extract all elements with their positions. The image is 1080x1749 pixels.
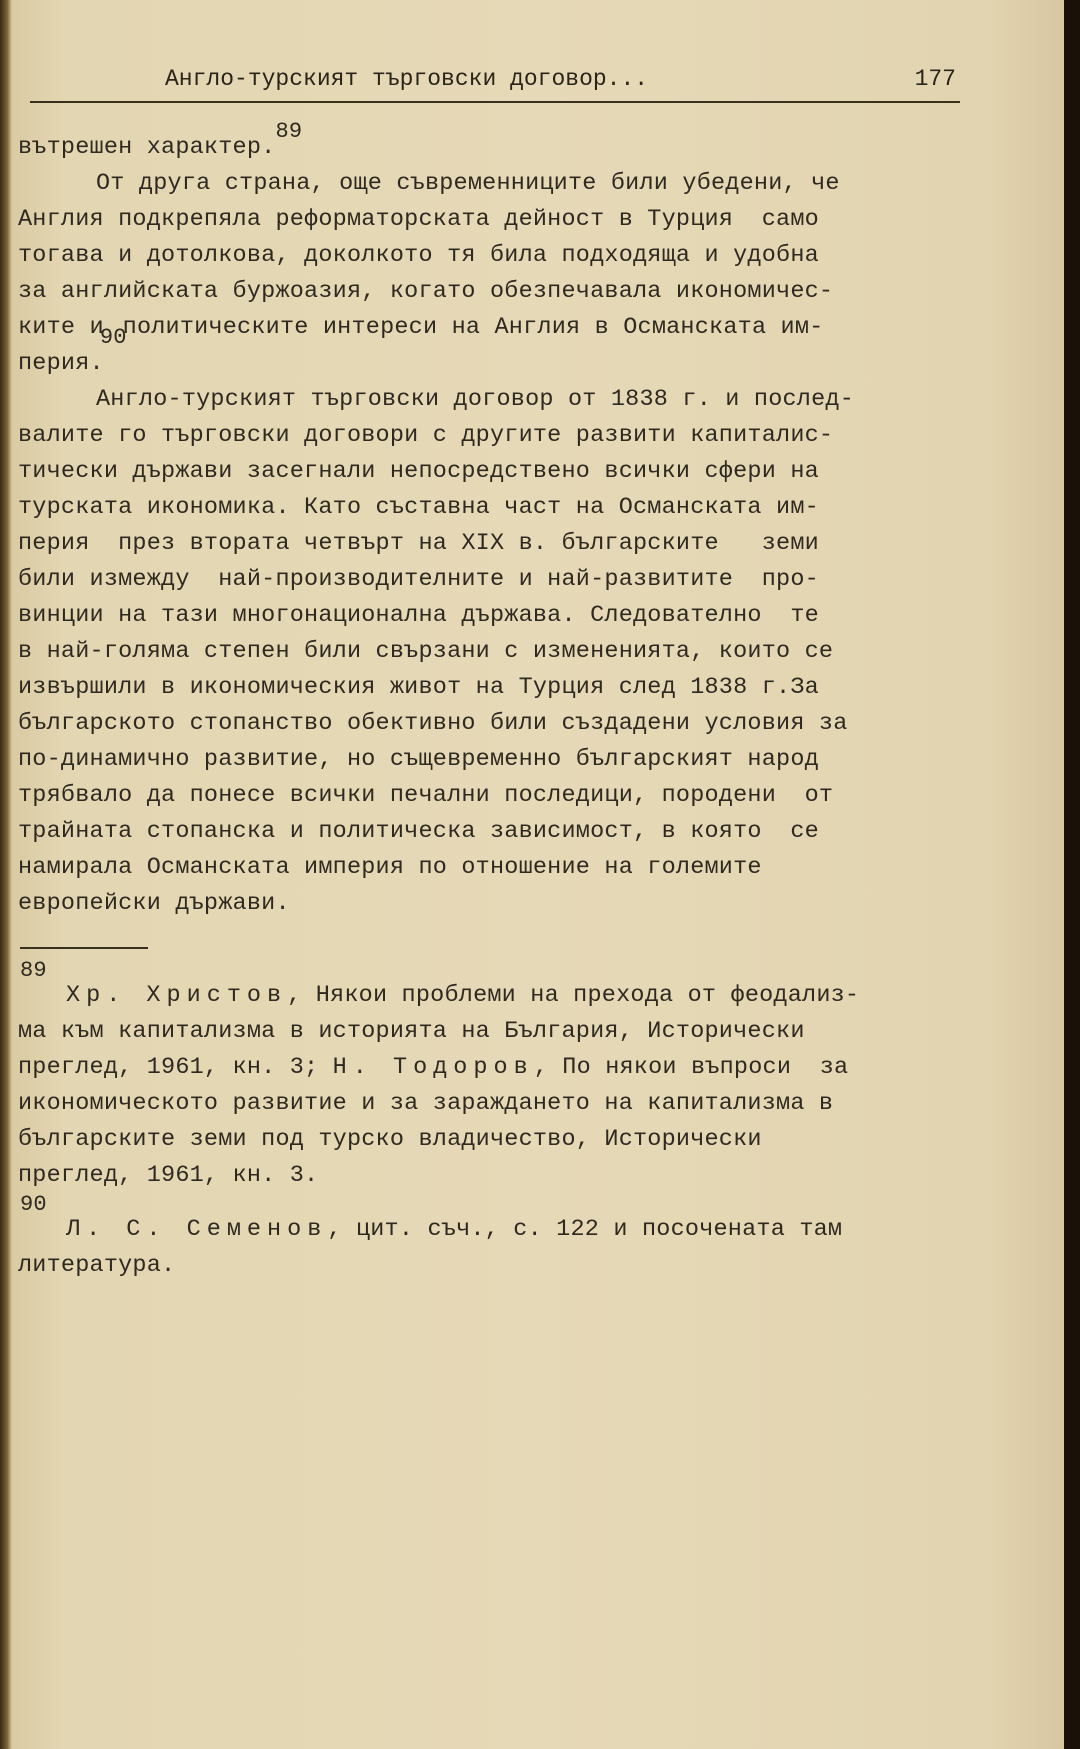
footnote-author: Хр. Христов xyxy=(66,982,288,1009)
text-line: намирала Османската империя по отношение на големите xyxy=(18,854,762,881)
footnote-ref-90: 90 xyxy=(99,325,127,350)
page-spine-shadow xyxy=(0,0,12,1749)
footnote-line: литература. xyxy=(18,1252,176,1279)
text-line: за английската буржоазия, когато обезпечавала икономичес- xyxy=(18,278,834,305)
text-line: европейски държави. xyxy=(18,890,290,917)
footnote-author: Л. С. Семенов xyxy=(66,1216,328,1243)
text-line: извършили в икономическия живот на Турция след 1838 г.За xyxy=(18,674,819,701)
footnote-line: българските земи под турско владичество, Исторически xyxy=(18,1126,762,1153)
text-line: били измежду най-производителните и най-развитите про- xyxy=(18,566,819,593)
text-line: турската икономика. Като съставна част на Османската им- xyxy=(18,494,819,521)
text-line: ките и90политическите интереси на Англия в Османската им- xyxy=(18,314,824,350)
footnote-line: ма към капитализма в историята на България, Исторически xyxy=(18,1018,805,1045)
header-rule xyxy=(30,101,960,103)
text-line: перия през втората четвърт на XIX в. българските земи xyxy=(18,530,819,557)
text-line: българското стопанство обективно били създадени условия за xyxy=(18,710,848,737)
footnote-90 xyxy=(18,1194,958,1284)
text-line: винции на тази многонационална държава. Следователно те xyxy=(18,602,819,629)
text-line: валите го търговски договори с другите развити капиталис- xyxy=(18,422,834,449)
text-line: трябвало да понесе всички печални последици, породени от xyxy=(18,782,834,809)
footnote-number: 90 xyxy=(20,1192,47,1217)
footnote-line: Хр. Христов, Някои проблеми на прехода от феодализ- xyxy=(66,982,860,1009)
text-line: От друга страна, още съвременниците били убедени, че xyxy=(96,170,840,197)
footnote-line: преглед, 1961, кн. 3; Н. Тодоров, По някои въпроси за xyxy=(18,1054,849,1081)
text-line: тогава и дотолкова, доколкото тя била подходяща и удобна xyxy=(18,242,819,269)
text-line: по-динамично развитие, но същевременно българският народ xyxy=(18,746,819,773)
page-header xyxy=(30,62,960,104)
footnote-line: преглед, 1961, кн. 3. xyxy=(18,1162,319,1189)
footnote-line: Л. С. Семенов, цит. съч., с. 122 и посочената там xyxy=(66,1216,843,1243)
text-line: тически държави засегнали непосредствено всички сфери на xyxy=(18,458,819,485)
footnotes xyxy=(18,960,958,1284)
page-right-edge xyxy=(1064,0,1072,1749)
text-line: вътрешен характер.89 xyxy=(18,119,303,161)
running-title: Англо-турският търговски договор... xyxy=(165,66,649,92)
page-number: 177 xyxy=(914,66,956,92)
footnote-89 xyxy=(18,960,958,1194)
footnote-author: Н. Тодоров xyxy=(332,1054,534,1081)
footnote-number: 89 xyxy=(20,958,47,983)
text-line: перия. xyxy=(18,350,104,377)
main-text xyxy=(18,119,958,922)
text-line: Англо-турският търговски договор от 1838 г. и послед- xyxy=(96,386,855,413)
text-line: Англия подкрепяла реформаторската дейност в Турция само xyxy=(18,206,819,233)
text-line: в най-голяма степен били свързани с измененията, които се xyxy=(18,638,834,665)
footnote-ref-89: 89 xyxy=(275,119,303,144)
footnote-separator xyxy=(20,947,148,949)
footnote-line: икономическото развитие и за зараждането на капитализма в xyxy=(18,1090,834,1117)
text-line: трайната стопанска и политическа зависимост, в която се xyxy=(18,818,819,845)
